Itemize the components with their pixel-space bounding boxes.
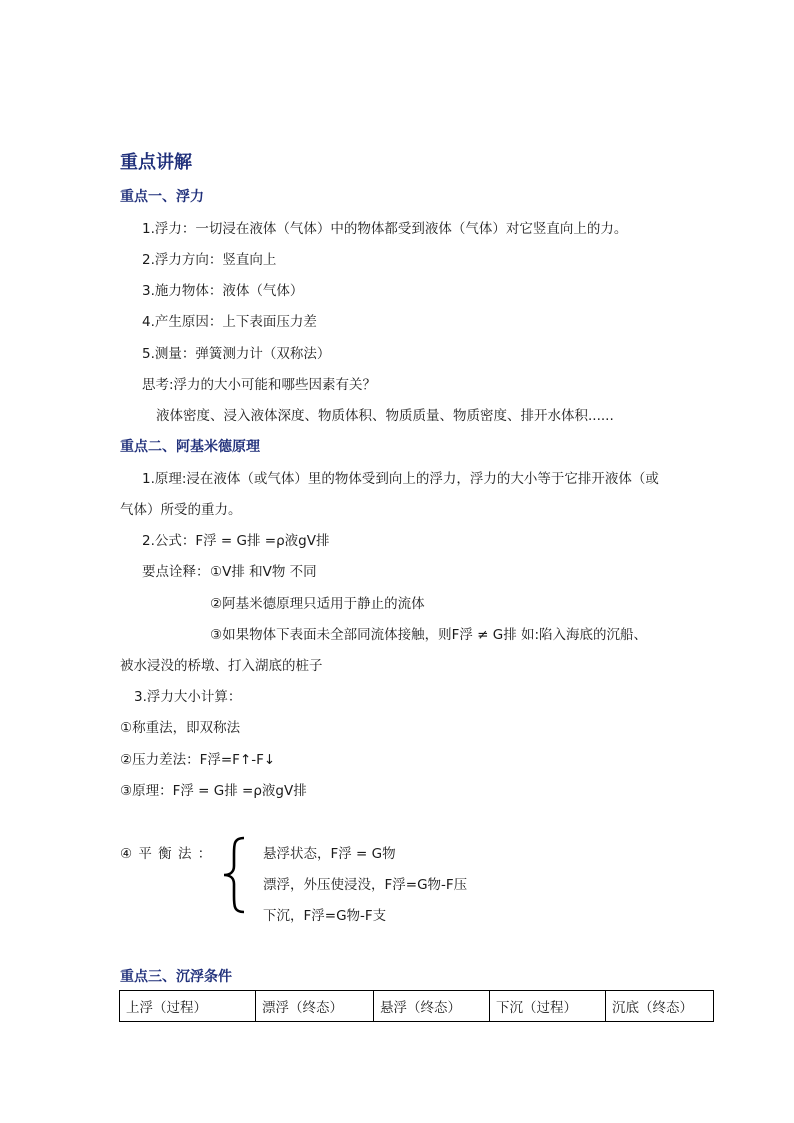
curly-brace-icon <box>222 836 248 914</box>
buoyancy-direction: 2.浮力方向：竖直向上 <box>142 252 277 268</box>
table-cell-at-bottom: 沉底（终态） <box>606 991 714 1022</box>
balance-case-sinking: 下沉，F浮=G物-F支 <box>263 908 387 924</box>
balance-case-floating: 漂浮，外压使浸没，F浮=G物-F压 <box>263 877 468 893</box>
note-3-line-2: 被水浸没的桥墩、打入湖底的桩子 <box>120 658 323 674</box>
buoyancy-definition: 1.浮力：一切浸在液体（气体）中的物体都受到液体（气体）对它竖直向上的力。 <box>142 221 628 237</box>
principle-line-1: 1.原理:浸在液体（或气体）里的物体受到向上的浮力，浮力的大小等于它排开液体（或 <box>142 471 659 487</box>
formula-line: 2.公式：F浮 = G排 =ρ液gV排 <box>142 533 330 549</box>
calc-method-2: ②压力差法：F浮=F↑-F↓ <box>120 752 276 768</box>
think-question: 思考:浮力的大小可能和哪些因素有关？ <box>142 377 377 393</box>
note-label: 要点诠释： <box>142 564 210 580</box>
influencing-factors: 液体密度、浸入液体深度、物质体积、物质质量、物质密度、排开水体积...... <box>156 408 614 424</box>
page-title: 重点讲解 <box>120 152 192 173</box>
float-sink-table <box>119 990 714 1022</box>
table-cell-rising: 上浮（过程） <box>120 991 256 1022</box>
section-heading-archimedes: 重点二、阿基米德原理 <box>120 439 260 455</box>
balance-case-suspended: 悬浮状态，F浮 = G物 <box>263 846 396 862</box>
table-row <box>120 991 714 1022</box>
calc-method-1: ①称重法，即双称法 <box>120 720 241 736</box>
note-1: ①V排 和V物 不同 <box>210 564 317 580</box>
calc-title: 3.浮力大小计算： <box>134 689 242 705</box>
table-cell-sinking: 下沉（过程） <box>490 991 606 1022</box>
table-cell-floating: 漂浮（终态） <box>256 991 374 1022</box>
principle-line-2: 气体）所受的重力。 <box>120 502 242 518</box>
note-3-line-1: ③如果物体下表面未全部同流体接触，则F浮 ≠ G排 如:陷入海底的沉船、 <box>210 627 648 643</box>
measurement-method: 5.测量：弹簧测力计（双称法） <box>142 346 331 362</box>
section-heading-float-sink: 重点三、沉浮条件 <box>120 969 232 985</box>
section-heading-buoyancy: 重点一、浮力 <box>120 189 204 205</box>
force-exerting-object: 3.施力物体：液体（气体） <box>142 283 304 299</box>
calc-method-3: ③原理：F浮 = G排 =ρ液gV排 <box>120 783 307 799</box>
table-cell-suspended: 悬浮（终态） <box>374 991 490 1022</box>
cause-of-buoyancy: 4.产生原因：上下表面压力差 <box>142 314 317 330</box>
balance-method-label: ④ 平 衡 法 ： <box>120 846 213 862</box>
note-2: ②阿基米德原理只适用于静止的流体 <box>210 596 425 612</box>
